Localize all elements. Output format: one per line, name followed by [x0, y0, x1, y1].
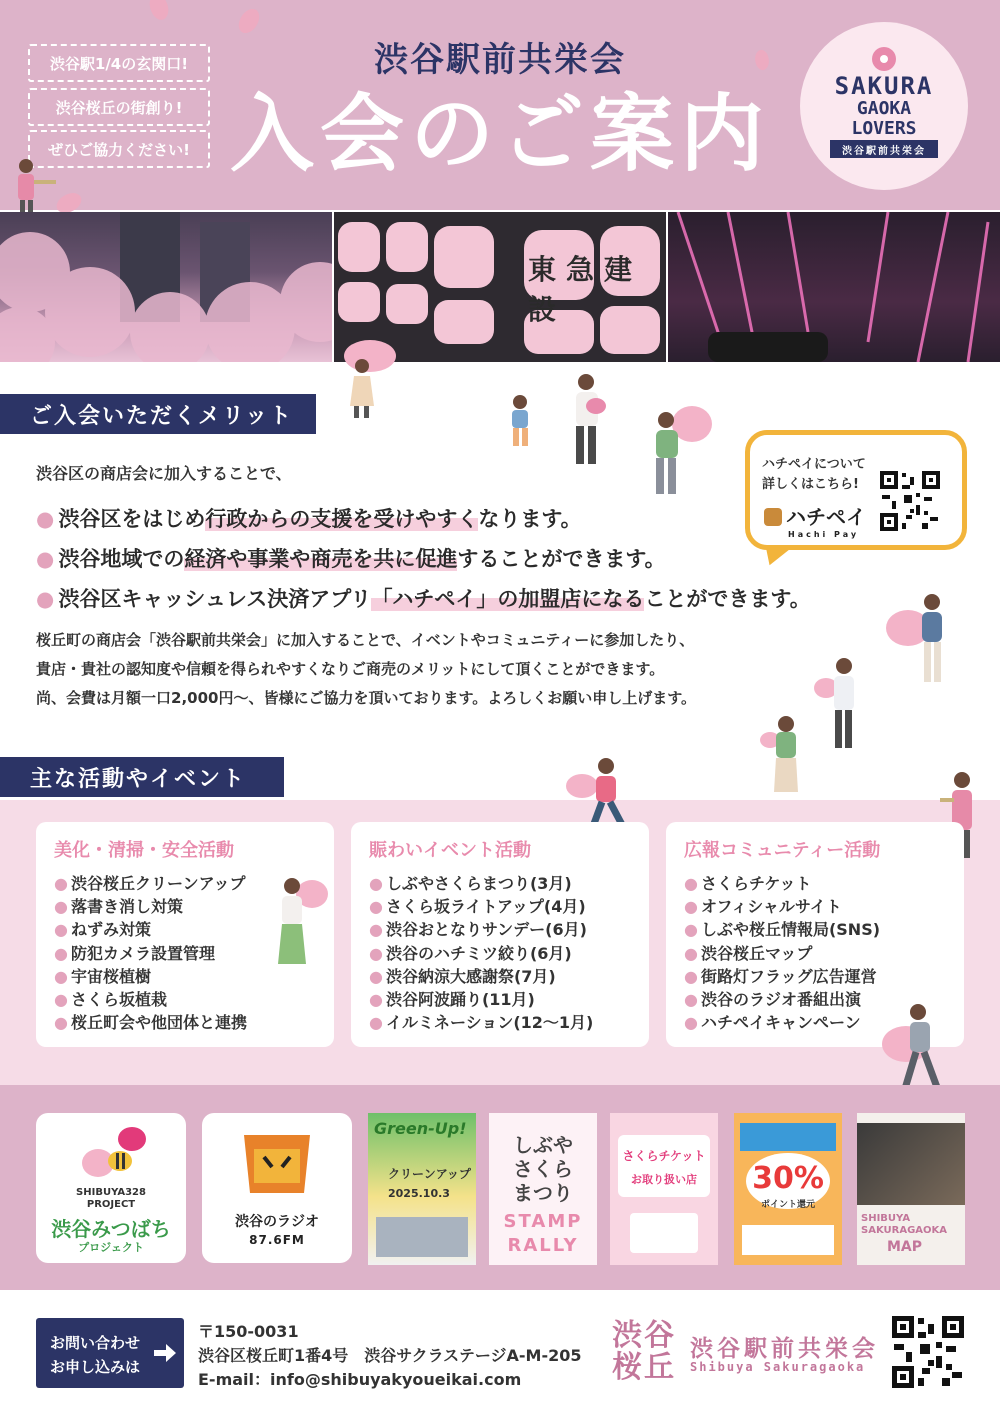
list-item-text: 渋谷阿波踊り(11月) — [385, 990, 535, 1010]
list-item — [54, 988, 247, 1011]
benefits-paragraph-line: 尚、会費は月額一口2,000円〜、皆様にご協力を頂いております。よろしくお願い申し上げます。 — [36, 689, 697, 707]
tagline-1: 渋谷駅1/4の玄関口! — [28, 44, 210, 82]
benefit-text: なります。 — [478, 507, 582, 531]
bullet-icon: ● — [684, 874, 698, 893]
person-with-petal-illustration — [886, 588, 956, 688]
list-item-text: さくら坂植栽 — [70, 990, 167, 1010]
sakura-gaoka-lovers-logo — [800, 22, 968, 190]
logo-text: プロジェクト — [78, 1241, 144, 1254]
list-item — [684, 1011, 880, 1034]
cherry-blossom-photo — [0, 212, 332, 362]
thumb-sub: STAMP — [503, 1211, 583, 1232]
list-item — [684, 965, 880, 988]
man-illustration — [558, 372, 614, 468]
activity-card-beautification — [36, 822, 334, 1047]
sakura-ticket-thumbnail — [610, 1113, 718, 1265]
thumb-panel — [742, 1225, 834, 1255]
list-item — [684, 942, 880, 965]
list-item-text: 渋谷のラジオ番組出演 — [700, 990, 861, 1010]
person-with-petal-illustration — [340, 336, 400, 420]
bullet-icon: ● — [369, 966, 383, 986]
bullet-icon: ● — [369, 874, 383, 893]
hachipay-callout-text — [762, 455, 866, 495]
bullet-icon: ● — [54, 1013, 68, 1033]
list-item — [54, 942, 247, 965]
list-item — [369, 965, 593, 988]
list-item-text: ねずみ対策 — [70, 920, 151, 940]
bullet-icon: ● — [684, 897, 698, 917]
hachipay-callout[interactable] — [745, 430, 967, 550]
contact-label: お申し込みは — [50, 1358, 141, 1376]
hachipay-logo-sub: Hachi Pay — [788, 530, 860, 539]
activity-card-events — [351, 822, 649, 1047]
hachipay-campaign-thumbnail — [734, 1113, 842, 1265]
bullet-icon: ● — [54, 990, 68, 1010]
list-item-text: イルミネーション(12〜1月) — [385, 1013, 594, 1033]
bullet-icon: ● — [684, 966, 698, 986]
list-item — [54, 895, 247, 918]
benefits-heading: ご入会いただくメリット — [0, 394, 316, 434]
list-item-text: しぶやさくらまつり(3月) — [385, 874, 572, 893]
list-item-text: 渋谷のハチミツ絞り(6月) — [385, 943, 572, 963]
footer-org-roman: Shibuya Sakuragaoka — [690, 1360, 866, 1374]
callout-line: ハチペイについて — [762, 457, 866, 472]
thumb-title: 30% — [752, 1161, 824, 1196]
bullet-icon: ● — [369, 897, 383, 917]
man-carrying-petal-illustration — [882, 1000, 954, 1096]
activities-heading: 主な活動やイベント — [0, 757, 284, 797]
page-title: 入会のご案内 — [229, 85, 770, 183]
man-illustration — [814, 656, 866, 752]
thumb-title: SHIBUYA SAKURAGAOKA — [861, 1213, 948, 1236]
child-illustration — [500, 392, 544, 452]
logo-text: PROJECT — [86, 1199, 136, 1210]
logo-text: 87.6FM — [249, 1233, 305, 1247]
bullet-icon: ● — [684, 1013, 698, 1033]
list-item — [684, 918, 880, 941]
benefit-text: 渋谷地域での — [58, 547, 185, 571]
dog-icon — [764, 508, 782, 526]
thumb-sub: ポイント還元 — [760, 1200, 815, 1210]
waiter-illustration — [8, 156, 60, 216]
benefit-highlight: 「ハチペイ」の加盟店になる — [371, 587, 645, 611]
list-item — [54, 965, 247, 988]
list-item — [684, 988, 880, 1011]
list-item-text: 防犯カメラ設置管理 — [70, 943, 215, 963]
thumb-date: 2025.10.3 — [388, 1187, 450, 1200]
list-item-text: しぶや桜丘情報局(SNS) — [700, 920, 881, 940]
org-title: 渋谷駅前共栄会 — [374, 40, 626, 80]
list-item — [369, 988, 593, 1011]
benefit-highlight: 行政からの支援を受けやすく — [205, 507, 479, 531]
benefits-paragraph-line: 貴店・貴社の認知度や信頼を得られやすくなりご商売のメリットにして頂くことができます。 — [36, 660, 665, 678]
woman-illustration — [760, 714, 808, 796]
thumb-sub: RALLY — [507, 1235, 579, 1256]
list-item-text: 宇宙桜植樹 — [70, 966, 151, 986]
logo-text: 渋谷みつばち — [51, 1217, 171, 1241]
benefits-paragraph-line: 桜丘町の商店会「渋谷駅前共栄会」に加入することで、イベントやコミュニティーに参加したり、 — [36, 631, 695, 649]
list-item — [684, 872, 880, 895]
thumb-title: Green-Up! — [374, 1119, 467, 1138]
thumb-title: さくらチケット — [622, 1149, 706, 1163]
bullet-icon: ● — [369, 990, 383, 1010]
illumination-photo — [668, 212, 1000, 362]
website-qr-code[interactable] — [892, 1316, 964, 1388]
bullet-icon: ● — [36, 507, 55, 531]
benefit-text: 渋谷区キャッシュレス決済アプリ — [58, 587, 372, 611]
benefit-item — [36, 503, 582, 533]
benefit-item — [36, 543, 666, 573]
benefits-intro: 渋谷区の商店会に加入することで、 — [36, 464, 292, 483]
shibuya-sakuragaoka-stamp: 渋谷桜丘 — [612, 1318, 676, 1385]
list-item-text: 渋谷納涼大感謝祭(7月) — [385, 966, 556, 986]
thumb-banner — [740, 1123, 836, 1151]
sakura-flower-icon — [871, 46, 897, 72]
list-item-text: 街路灯フラッグ広告運営 — [700, 966, 877, 986]
hachipay-qr-code[interactable] — [880, 471, 940, 531]
list-item-text: 渋谷おとなりサンデー(6月) — [385, 920, 587, 940]
bullet-icon: ● — [54, 920, 68, 940]
list-item — [369, 918, 593, 941]
list-item — [684, 895, 880, 918]
list-item-text: 渋谷桜丘クリーンアップ — [70, 874, 246, 893]
stamp-rally-thumbnail — [489, 1113, 597, 1265]
postal-code: 〒150-0031 — [198, 1322, 299, 1341]
bullet-icon: ● — [54, 897, 68, 917]
bullet-icon: ● — [369, 943, 383, 963]
list-item-text: 落書き消し対策 — [70, 897, 183, 917]
logo-text-sakura: SAKURA — [834, 72, 934, 100]
cleanup-flyer-thumbnail — [368, 1113, 476, 1265]
bullet-icon: ● — [684, 920, 698, 940]
footer-org-name: 渋谷駅前共栄会 — [690, 1335, 879, 1362]
petal-decoration — [145, 0, 174, 23]
petal-decoration — [752, 48, 772, 72]
bullet-icon: ● — [54, 874, 68, 893]
mitsubachi-project-logo — [36, 1113, 186, 1263]
thumb-photo — [857, 1123, 965, 1205]
activity-list — [369, 872, 593, 1034]
thumb-sub: お取り扱い店 — [631, 1173, 697, 1186]
list-item-text: 渋谷桜丘マップ — [700, 943, 813, 963]
thumb-sub: クリーンアップ — [388, 1167, 471, 1181]
thumb-title: しぶや さくら まつり — [513, 1133, 573, 1205]
list-item-text: さくら坂ライトアップ(4月) — [385, 897, 586, 917]
petal-decoration — [236, 6, 262, 37]
activity-list — [684, 872, 880, 1034]
list-item-text: さくらチケット — [700, 874, 812, 893]
tagline-2: 渋谷桜丘の街創り! — [28, 88, 210, 126]
list-item — [369, 942, 593, 965]
dog-face-icon — [240, 1131, 314, 1201]
ticket-card — [618, 1135, 710, 1197]
bullet-icon: ● — [54, 966, 68, 986]
bullet-icon: ● — [36, 547, 55, 571]
logo-text-lovers: LOVERS — [851, 118, 917, 139]
benefit-text: ことができます。 — [644, 587, 811, 611]
list-item — [369, 1011, 593, 1034]
benefit-text: 渋谷区をはじめ — [58, 507, 206, 531]
activity-list — [54, 872, 247, 1034]
card-title: 賑わいイベント活動 — [369, 840, 531, 861]
logo-text: 渋谷のラジオ — [235, 1214, 319, 1230]
benefit-text: することができます。 — [457, 547, 666, 571]
tagline-3: ぜひご協力ください! — [28, 130, 210, 168]
bee-icon — [76, 1125, 156, 1183]
logo-text: SHIBUYA328 — [76, 1187, 146, 1198]
contact-button[interactable] — [36, 1318, 184, 1388]
thumb-photo — [376, 1217, 468, 1257]
card-title: 美化・清掃・安全活動 — [54, 840, 234, 861]
sakuragaoka-map-thumbnail — [857, 1113, 965, 1265]
list-item — [54, 918, 247, 941]
card-title: 広報コミュニティー活動 — [684, 840, 881, 861]
bullet-icon: ● — [684, 943, 698, 963]
bullet-icon: ● — [369, 920, 383, 940]
list-item — [54, 1011, 247, 1034]
list-item-text: オフィシャルサイト — [700, 897, 842, 917]
logo-text-gaoka: GAOKA — [856, 98, 912, 119]
logo-band: 渋谷駅前共栄会 — [830, 140, 938, 158]
bullet-icon: ● — [36, 587, 55, 611]
email-link[interactable]: E-mail：info@shibuyakyoueikai.com — [198, 1370, 522, 1389]
list-item-text: 桜丘町会や他団体と連携 — [70, 1013, 247, 1033]
benefit-highlight: 経済や事業や商売を共に促進 — [184, 547, 458, 571]
hachipay-logo — [764, 501, 866, 539]
thumb-sub: MAP — [887, 1239, 923, 1255]
bullet-icon: ● — [369, 1013, 383, 1033]
thumb-photo — [630, 1213, 698, 1253]
man-carrying-petal-illustration — [640, 402, 716, 498]
arrow-right-icon — [154, 1343, 176, 1363]
bullet-icon: ● — [684, 990, 698, 1010]
woman-with-flower-illustration — [272, 874, 328, 974]
lantern-text: 東急建設 — [528, 253, 643, 326]
address: 渋谷区桜丘町1番4号 渋谷サクラステージA-M-205 — [198, 1346, 582, 1365]
list-item — [369, 895, 593, 918]
shibuya-radio-logo — [202, 1113, 352, 1263]
list-item — [54, 872, 247, 895]
callout-line: 詳しくはこちら! — [762, 477, 859, 492]
list-item — [369, 872, 593, 895]
list-item-text: ハチペイキャンペーン — [700, 1013, 861, 1033]
hachipay-logo-text: ハチペイ — [786, 505, 866, 529]
benefit-item — [36, 583, 811, 613]
contact-label: お問い合わせ — [50, 1334, 141, 1352]
bullet-icon: ● — [54, 943, 68, 963]
